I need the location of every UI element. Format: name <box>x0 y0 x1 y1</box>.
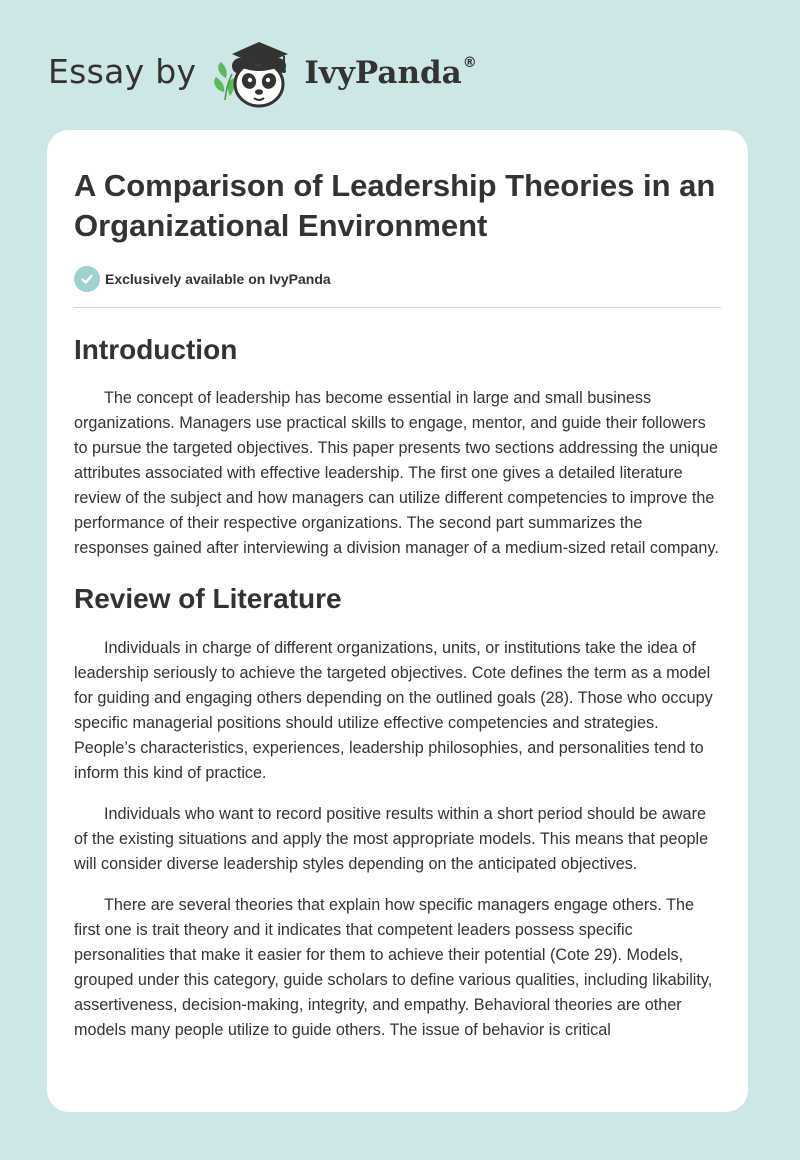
divider <box>74 307 721 308</box>
paragraph: Individuals in charge of different organizations, units, or institutions take the idea of leadership seriously to achieve the targeted objectives. Cote defines the term as a model for guiding and engaging others depending on the outlined goals (28). Those who occupy specific managerial positions should utilize effective competencies and strategies. People’s characteristics, experiences, leadership philosophies, and personalities tend to inform this kind of practice. <box>74 639 713 782</box>
paragraph: There are several theories that explain how specific managers engage others. The first one is trait theory and it indicates that competent leaders possess specific personalities that make it easier for them to achieve their potential (Cote 29). Models, grouped under this category, guide scholars to define various qualities, including likability, assertiveness, decision-making, integrity, and empathy. Behavioral theories are other models many people utilize to guide others. The issue of behavior is critical <box>74 896 713 1039</box>
site-header <box>48 34 477 114</box>
panda-graduate-icon[interactable] <box>212 34 302 114</box>
essay-by-label: Essay by <box>48 51 197 91</box>
paragraph: The concept of leadership has become essential in large and small business organizations. Managers use practical skills to engage, mentor, and guide their followers to pursue the targeted objectives. This paper presents two sections addressing the unique attributes associated with effective leadership. The first one gives a detailed literature review of the subject and how managers can utilize different competencies to improve the performance of their respective organizations. The second part summarizes the responses gained after interviewing a division manager of a medium-sized retail company. <box>74 389 719 557</box>
brand-name: IvyPanda <box>304 55 462 91</box>
page-title: A Comparison of Leadership Theories in an Organizational Environment <box>74 168 716 243</box>
registered-mark: ® <box>462 55 477 71</box>
exclusive-label: Exclusively available on IvyPanda <box>105 271 331 287</box>
paragraph: Individuals who want to record positive results within a short period should be aware of the existing situations and apply the most appropriate models. This means that people will consider diverse leadership styles depending on the anticipated objectives. <box>74 805 709 873</box>
brand-logo-text[interactable] <box>304 55 476 91</box>
check-icon <box>74 266 100 292</box>
section-heading-review-of-literature: Review of Literature <box>74 583 342 614</box>
essay-card <box>47 130 748 1112</box>
section-heading-introduction: Introduction <box>74 334 238 365</box>
exclusive-badge <box>74 265 721 293</box>
